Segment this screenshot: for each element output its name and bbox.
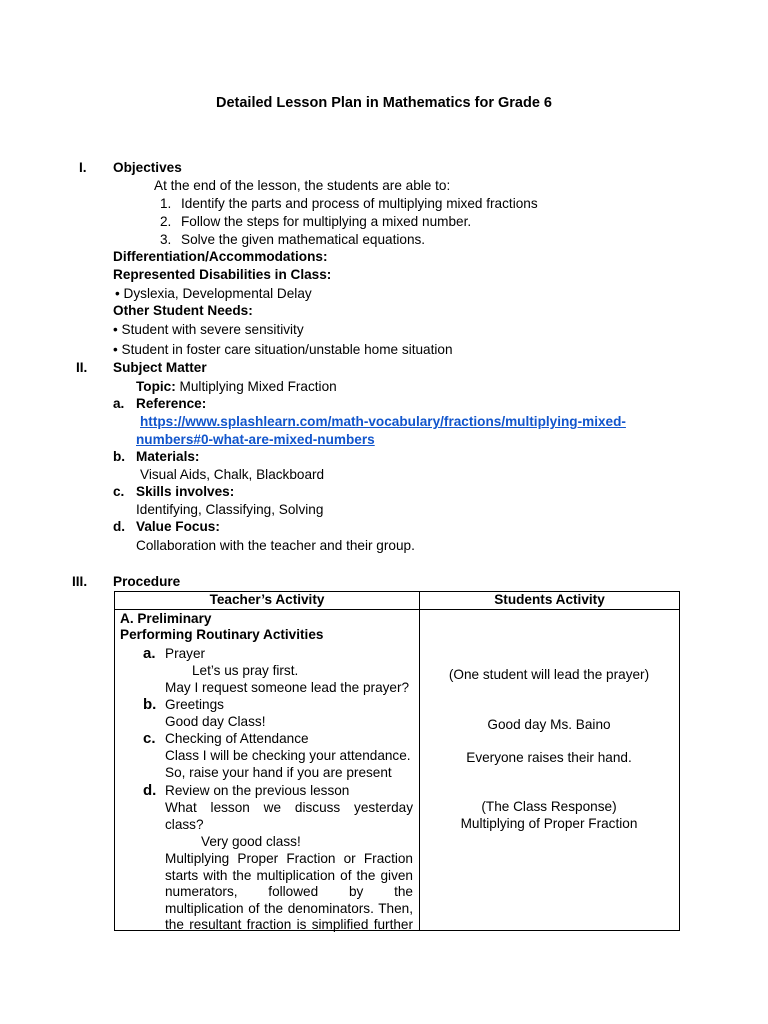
students-activity-header: Students Activity bbox=[420, 592, 680, 610]
greetings-letter: b. bbox=[143, 696, 157, 713]
value-focus-letter: d. bbox=[113, 519, 126, 534]
review-letter: d. bbox=[143, 782, 157, 799]
skills-label: Skills involves: bbox=[136, 484, 235, 499]
topic-line bbox=[136, 378, 337, 395]
bullet-icon: • bbox=[113, 322, 118, 337]
value-focus-label: Value Focus: bbox=[136, 519, 220, 534]
materials-label: Materials: bbox=[136, 449, 200, 464]
review-paragraph-line-4: multiplication of the denominators. Then, bbox=[165, 901, 413, 916]
reference-link-line-1[interactable] bbox=[140, 413, 626, 430]
skills-letter: c. bbox=[113, 484, 125, 499]
reference-letter: a. bbox=[113, 396, 125, 411]
section-3-numeral: III. bbox=[72, 574, 88, 589]
table-header-row bbox=[115, 592, 680, 610]
prayer-line-2: May I request someone lead the prayer? bbox=[165, 680, 410, 695]
attendance-line-1: Class I will be checking your attendance. bbox=[165, 748, 411, 763]
routinary-heading: Performing Routinary Activities bbox=[120, 627, 324, 642]
student-class-response: (The Class Response) bbox=[481, 799, 617, 814]
review-paragraph-line-5: the resultant fraction is simplified further bbox=[165, 917, 413, 932]
value-focus-value: Collaboration with the teacher and their group. bbox=[136, 538, 415, 553]
topic-value: Multiplying Mixed Fraction bbox=[179, 379, 337, 394]
disabilities-heading: Represented Disabilities in Class: bbox=[113, 267, 332, 282]
other-need-item-2 bbox=[113, 341, 453, 358]
objective-number-3: 3. bbox=[160, 232, 172, 247]
review-line-1: What lesson we discuss yesterday bbox=[165, 800, 413, 815]
objectives-heading: Objectives bbox=[113, 160, 182, 175]
objective-number-1: 1. bbox=[160, 196, 172, 211]
objective-text-1: Identify the parts and process of multiplying mixed fractions bbox=[181, 196, 538, 211]
topic-label: Topic: bbox=[136, 379, 176, 394]
prayer-letter: a. bbox=[143, 645, 156, 662]
review-paragraph-line-2: starts with the multiplication of the given bbox=[165, 868, 413, 883]
student-prayer-response: (One student will lead the prayer) bbox=[448, 667, 650, 682]
attendance-label: Checking of Attendance bbox=[165, 731, 309, 746]
preliminary-heading: A. Preliminary bbox=[120, 611, 212, 626]
attendance-line-2: So, raise your hand if you are present bbox=[165, 765, 392, 780]
other-needs-heading: Other Student Needs: bbox=[113, 303, 253, 318]
skills-value: Identifying, Classifying, Solving bbox=[136, 502, 324, 517]
review-label: Review on the previous lesson bbox=[165, 783, 350, 798]
bullet-icon: • bbox=[113, 342, 118, 357]
section-2-numeral: II. bbox=[76, 360, 88, 375]
objective-number-2: 2. bbox=[160, 214, 172, 229]
student-class-response-answer: Multiplying of Proper Fraction bbox=[460, 816, 638, 831]
prayer-label: Prayer bbox=[165, 646, 206, 661]
section-1-numeral: I. bbox=[79, 160, 87, 175]
other-need-item-1 bbox=[113, 321, 304, 338]
disability-item-text: Dyslexia, Developmental Delay bbox=[123, 286, 312, 301]
materials-letter: b. bbox=[113, 449, 126, 464]
bullet-icon: • bbox=[115, 286, 120, 301]
teacher-activity-cell bbox=[115, 610, 420, 931]
disability-item bbox=[115, 285, 312, 302]
reference-link[interactable]: https://www.splashlearn.com/math-vocabulary/fractions/multiplying-mixed- bbox=[140, 414, 626, 429]
teacher-activity-header: Teacher’s Activity bbox=[115, 592, 420, 610]
reference-label: Reference: bbox=[136, 396, 207, 411]
review-line-2: class? bbox=[165, 817, 204, 832]
greetings-line: Good day Class! bbox=[165, 714, 266, 729]
review-paragraph-line-1: Multiplying Proper Fraction or Fraction bbox=[165, 851, 413, 866]
prayer-line-1: Let’s us pray first. bbox=[192, 663, 299, 678]
objective-text-2: Follow the steps for multiplying a mixed number. bbox=[181, 214, 472, 229]
objectives-intro: At the end of the lesson, the students are able to: bbox=[154, 178, 451, 193]
other-need-text-2: Student in foster care situation/unstable home situation bbox=[121, 342, 453, 357]
procedure-table bbox=[114, 591, 680, 931]
reference-link-continued[interactable]: numbers#0-what-are-mixed-numbers bbox=[136, 432, 375, 447]
differentiation-heading: Differentiation/Accommodations: bbox=[113, 249, 328, 264]
document-title: Detailed Lesson Plan in Mathematics for Grade 6 bbox=[215, 95, 552, 111]
greetings-label: Greetings bbox=[165, 697, 224, 712]
procedure-heading: Procedure bbox=[113, 574, 181, 589]
student-greeting-response: Good day Ms. Baino bbox=[487, 717, 611, 732]
attendance-letter: c. bbox=[143, 730, 156, 747]
reference-link-line-2[interactable] bbox=[136, 431, 375, 448]
objective-text-3: Solve the given mathematical equations. bbox=[181, 232, 426, 247]
subject-matter-heading: Subject Matter bbox=[113, 360, 207, 375]
review-paragraph-line-3: numerators, followed by the bbox=[165, 884, 413, 899]
materials-value: Visual Aids, Chalk, Blackboard bbox=[140, 467, 325, 482]
students-activity-cell bbox=[420, 610, 680, 931]
table-row bbox=[115, 610, 680, 931]
review-line-3: Very good class! bbox=[201, 834, 301, 849]
student-attendance-response: Everyone raises their hand. bbox=[466, 750, 632, 765]
other-need-text-1: Student with severe sensitivity bbox=[121, 322, 304, 337]
